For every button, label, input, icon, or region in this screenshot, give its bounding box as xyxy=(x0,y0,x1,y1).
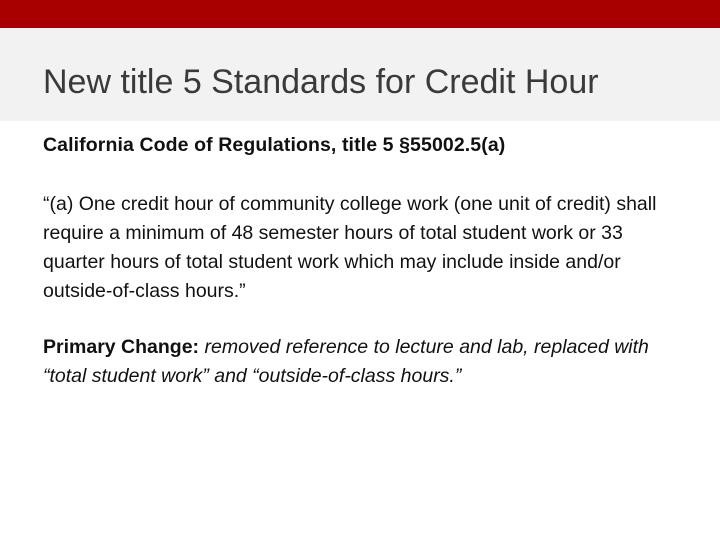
top-accent-bar xyxy=(0,0,720,28)
slide-title: New title 5 Standards for Credit Hour xyxy=(43,63,599,101)
primary-change-paragraph xyxy=(43,333,683,391)
primary-change-label: Primary Change: xyxy=(43,336,200,358)
regulation-quote: “(a) One credit hour of community college work (one unit of credit) shall require a minimum of 48 semester hours of total student work or 33 quarter hours of total student work which may include inside and/or outside-of-class hours.” xyxy=(43,193,657,302)
slide-body xyxy=(43,131,683,391)
primary-change-text: removed reference to lecture and lab, replaced with “total student work” and “outside-of-class hours.” xyxy=(43,336,649,387)
regulation-citation: California Code of Regulations, title 5 §55002.5(a) xyxy=(43,134,506,156)
